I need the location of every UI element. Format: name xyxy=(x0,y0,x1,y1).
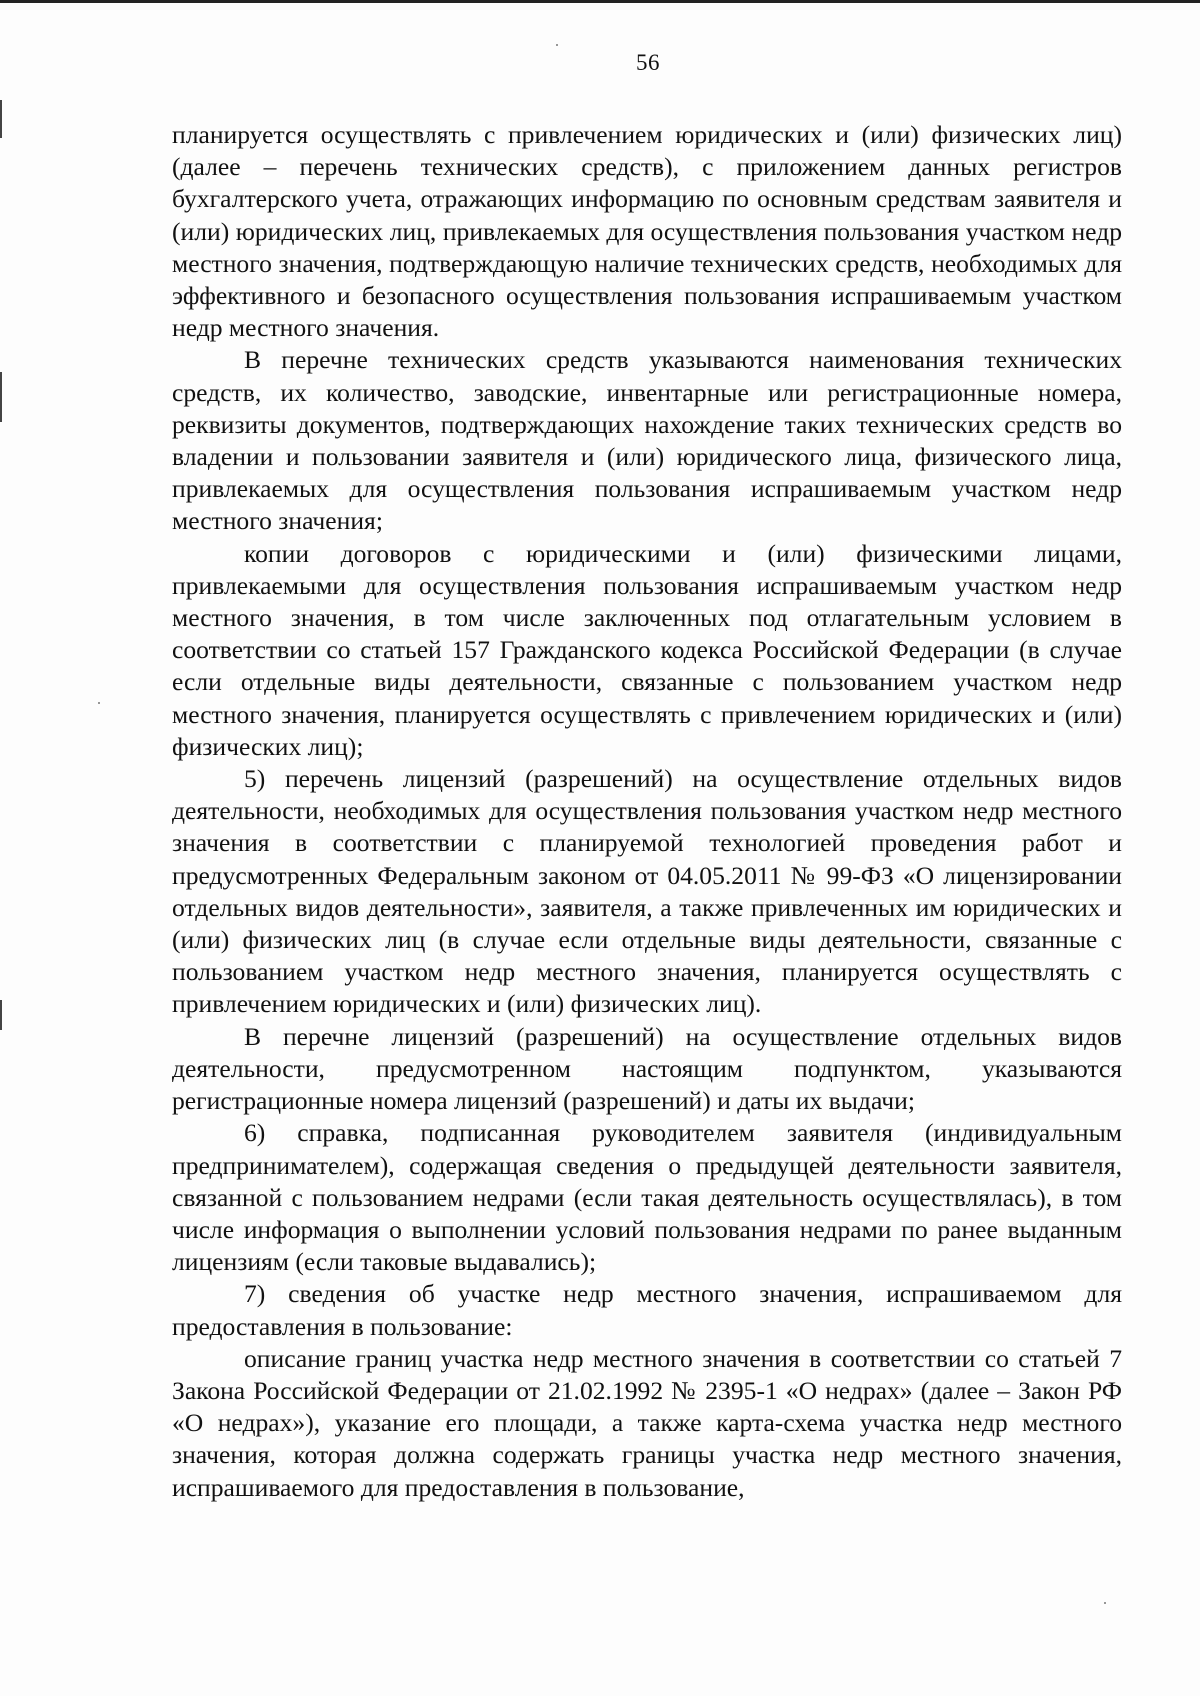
scan-speck xyxy=(1104,1602,1106,1604)
paragraph: В перечне технических средств указываются наименования технических средств, их количество, заводские, инвентарные или регистрационные номера, реквизиты документов, подтверждающих нахождение таких технических средств во владении и пользовании заявителя и (или) юридического лица, физического лица, привлекаемых для осуществления пользования испрашиваемым участком недр местного значения; xyxy=(172,345,1122,536)
paragraph: 7) сведения об участке недр местного значения, испрашиваемом для предоставления в пользование: xyxy=(172,1279,1122,1341)
scan-speck xyxy=(98,702,100,704)
paragraph: копии договоров с юридическими и (или) физическими лицами, привлекаемыми для осуществления пользования испрашиваемым участком недр местного значения, в том числе заключенных под отлагательным условием в соответствии со статьей 157 Гражданского кодекса Российской Федерации (в случае если отдельные виды деятельности, связанные с пользованием участком недр местного значения, планируется осуществлять с привлечением юридических и (или) физических лиц); xyxy=(172,538,1122,761)
paragraph: планируется осуществлять с привлечением юридических и (или) физических лиц) (далее – перечень технических средств), с приложением данных регистров бухгалтерского учета, отражающих информацию по основным средствам заявителя и (или) юридических лиц, привлекаемых для осуществления пользования участком недр местного значения, подтверждающую наличие технических средств, необходимых для эффективного и безопасного осуществления пользования испрашиваемым участком недр местного значения. xyxy=(172,120,1122,343)
paragraph: описание границ участка недр местного значения в соответствии со статьей 7 Закона Российской Федерации от 21.02.1992 № 2395-1 «О недрах» (далее – Закон РФ «О недрах»), указание его площади, а также карта-схема участка недр местного значения, которая должна содержать границы участка недр местного значения, испрашиваемого для предоставления в пользование, xyxy=(172,1343,1122,1502)
paragraph: В перечне лицензий (разрешений) на осуществление отдельных видов деятельности, предусмотренном настоящим подпунктом, указываются регистрационные номера лицензий (разрешений) и даты их выдачи; xyxy=(172,1021,1122,1116)
document-body xyxy=(172,119,1122,1504)
page-number: 56 xyxy=(636,50,660,75)
scan-top-edge xyxy=(0,0,1200,3)
scan-left-mark xyxy=(0,372,2,422)
scan-left-mark xyxy=(0,100,2,138)
paragraph: 6) справка, подписанная руководителем заявителя (индивидуальным предпринимателем), содержащая сведения о предыдущей деятельности заявителя, связанной с пользованием недрами (если такая деятельность осуществлялась), в том числе информация о выполнении условий пользования недрами по ранее выданным лицензиям (если таковые выдавались); xyxy=(172,1118,1122,1277)
scan-speck xyxy=(556,44,558,46)
scan-left-mark xyxy=(0,1000,2,1030)
paragraph: 5) перечень лицензий (разрешений) на осуществление отдельных видов деятельности, необходимых для осуществления пользования участком недр местного значения в соответствии с планируемой технологией проведения работ и предусмотренных Федеральным законом от 04.05.2011 № 99-ФЗ «О лицензировании отдельных видов деятельности», заявителя, а также привлеченных им юридических и (или) физических лиц (в случае если отдельные виды деятельности, связанные с пользованием участком недр местного значения, планируется осуществлять с привлечением юридических и (или) физических лиц). xyxy=(172,764,1122,1019)
